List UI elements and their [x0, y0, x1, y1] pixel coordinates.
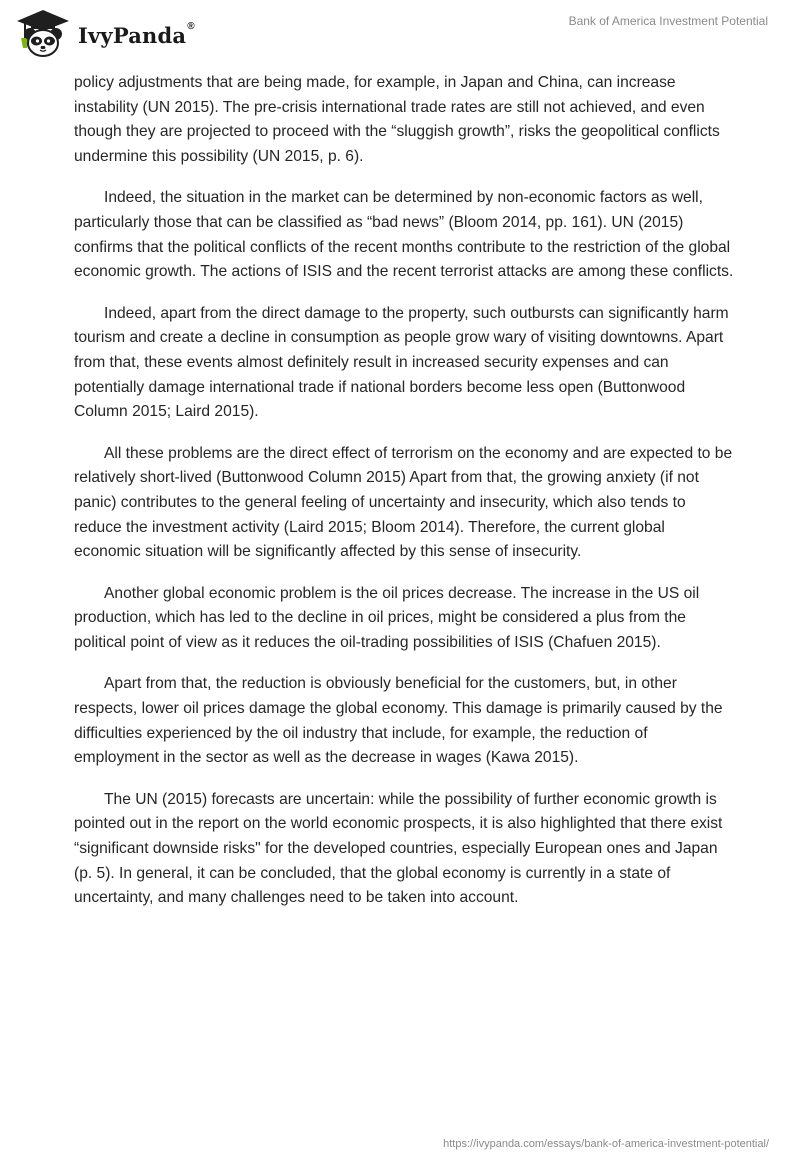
document-title: Bank of America Investment Potential	[568, 14, 768, 28]
paragraph: The UN (2015) forecasts are uncertain: while the possibility of further economic growth is pointed out in the report on the world economic prospects, it is also highlighted that there exist “significant downside risks" for the developed countries, especially European ones and Japan (p. 5). In general, it can be concluded, that the global economy is currently in a state of uncertainty, and many challenges need to be taken into account.	[74, 790, 723, 907]
ivypanda-logo[interactable]	[14, 8, 195, 60]
source-url[interactable]: https://ivypanda.com/essays/bank-of-america-investment-potential/	[443, 1138, 769, 1150]
paragraph: Apart from that, the reduction is obviously beneficial for the customers, but, in other respects, lower oil prices damage the global economy. This damage is primarily caused by the difficulties experienced by the oil industry that include, for example, the reduction of employment in the sector as well as the decrease in wages (Kawa 2015).	[74, 675, 723, 767]
page-header	[0, 0, 800, 70]
paragraph: Indeed, the situation in the market can be determined by non-economic factors as well, particularly those that can be classified as “bad news” (Bloom 2014, pp. 161). UN (2015) confirms that the political conflicts of the recent months contribute to the restriction of the global economic growth. The actions of ISIS and the recent terrorist attacks are among these conflicts.	[74, 189, 734, 281]
paragraph: Another global economic problem is the oil prices decrease. The increase in the US oil production, which has led to the decline in oil prices, might be considered a plus from the political point of view as it reduces the oil-trading possibilities of ISIS (Chafuen 2015).	[74, 584, 700, 651]
essay-body	[74, 71, 734, 928]
paragraph: All these problems are the direct effect of terrorism on the economy and are expected to be relatively short-lived (Buttonwood Column 2015) Apart from that, the growing anxiety (if not panic) contributes to the general feeling of uncertainty and insecurity, which also tends to reduce the investment activity (Laird 2015; Bloom 2014). Therefore, the current global economic situation will be significantly affected by this sense of insecurity.	[74, 444, 733, 561]
registered-mark: ®	[187, 20, 195, 32]
paragraph: Indeed, apart from the direct damage to the property, such outbursts can significantly harm tourism and create a decline in consumption as people grow wary of visiting downtowns. Apart from that, these events almost definitely result in increased security expenses and can potentially damage international trade if national borders become less open (Buttonwood Column 2015; Laird 2015).	[74, 304, 729, 421]
panda-graduate-icon	[14, 8, 72, 60]
brand-name: IvyPanda®	[78, 20, 195, 48]
paragraph: policy adjustments that are being made, for example, in Japan and China, can increase instability (UN 2015). The pre-crisis international trade rates are still not achieved, and even though they are projected to proceed with the “sluggish growth”, risks the geopolitical conflicts undermine this possibility (UN 2015, p. 6).	[74, 74, 720, 165]
